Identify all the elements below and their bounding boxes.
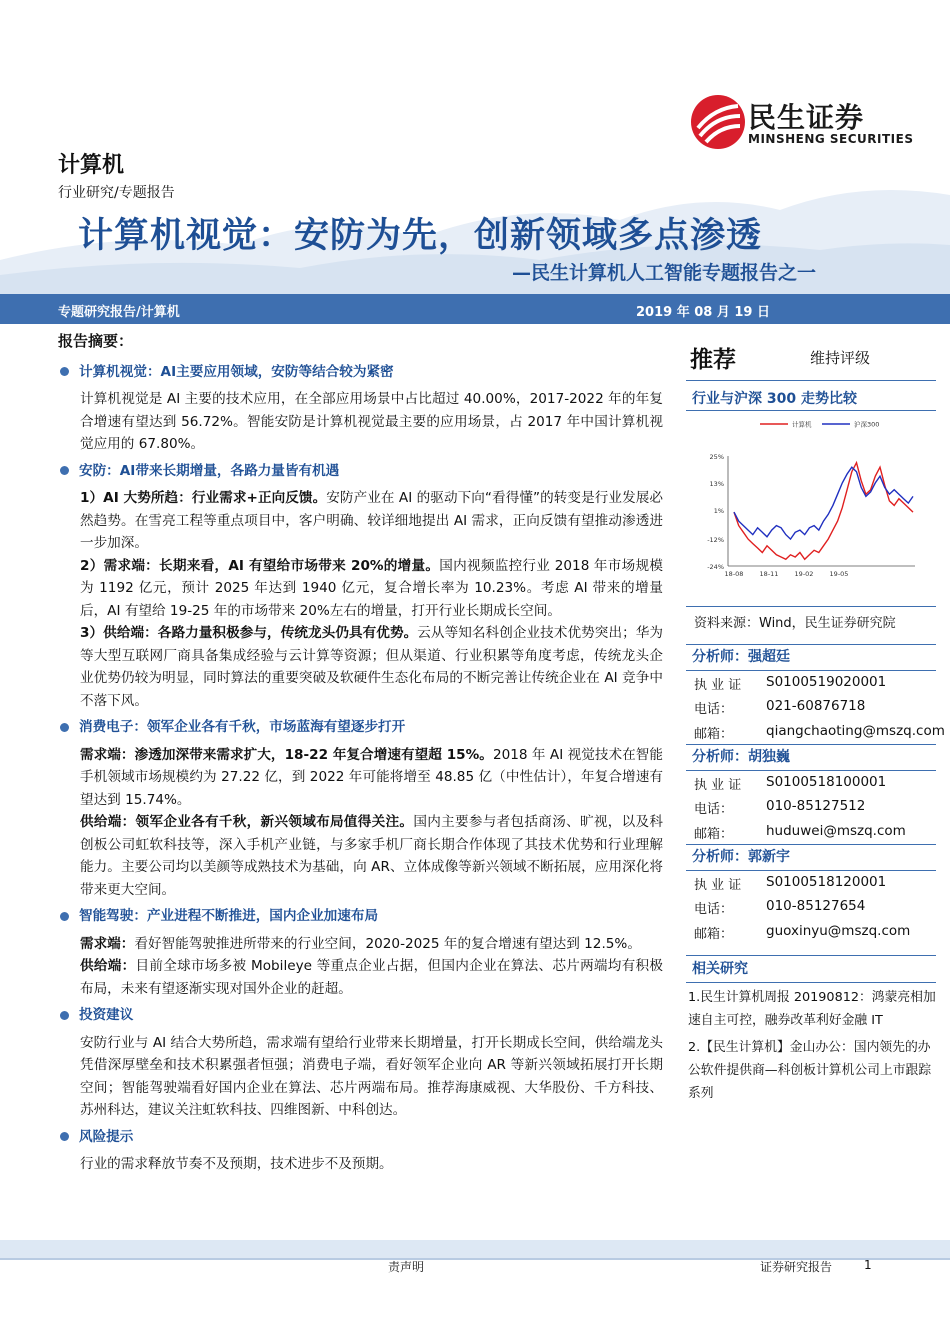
- footer-report-label: 证券研究报告: [760, 1260, 833, 1274]
- section-heading: 计算机视觉：AI主要应用领域，安防等结合较为紧密: [58, 361, 663, 384]
- related-title: 相关研究: [692, 961, 748, 977]
- y-tick-label: -12%: [707, 536, 724, 545]
- summary-label: 报告摘要：: [58, 332, 134, 350]
- section-text: 行业的需求释放节奏不及预期，技术进步不及预期。: [80, 1156, 393, 1172]
- bullet-icon: [60, 1132, 69, 1141]
- divider: [686, 644, 936, 645]
- divider: [686, 380, 936, 381]
- email-address[interactable]: qiangchaoting@mszq.com: [766, 723, 945, 739]
- email-address[interactable]: guoxinyu@mszq.com: [766, 923, 911, 939]
- section-text: 3）供给端：各路力量积极参与，传统龙头仍具有优势。云从等知名科创企业技术优势突出；华为等大型互联网厂商具备集成经验与云计算等资源；但从渠道、行业积累等角度考虑，传统龙头企业优势仍较为明显，同时算法的重要突破及软硬件生态化布局的不断完善让传统企业在 AI 竞争中不落下风。: [80, 625, 664, 709]
- section-text: 1）AI 大势所趋：行业需求+正向反馈。安防产业在 AI 的驱动下向“看得懂”的转变是行业发展必然趋势。在雪亮工程等重点项目中，客户明确、较详细地提出 AI 需求，正向反馈有望推动渗透进一步加深。: [80, 490, 663, 551]
- cert-label: 执 业 证: [694, 678, 742, 693]
- divider: [686, 982, 936, 983]
- legend-label: 沪深300: [854, 420, 880, 429]
- series-line-hs300: [734, 467, 913, 539]
- bullet-icon: [60, 1011, 69, 1020]
- x-tick-label: 18-11: [759, 570, 779, 578]
- bullet-icon: [60, 912, 69, 921]
- phone-number: 010-85127654: [766, 898, 866, 914]
- phone-number: 010-85127512: [766, 798, 866, 814]
- y-tick-label: -24%: [707, 563, 724, 571]
- footer-band: [0, 1240, 950, 1258]
- section-heading: 投资建议: [58, 1004, 663, 1027]
- report-subtitle: —民生计算机人工智能专题报告之一: [512, 262, 817, 284]
- logo-name-en: MINSHENG SECURITIES: [748, 132, 914, 146]
- section-text: 2）需求端：长期来看，AI 有望给市场带来 20%的增量。国内视频监控行业 2018 年市场规模为 1192 亿元，预计 2025 年达到 1940 亿元，复合增长率为 10.23%。考虑 AI 带来的增量后，AI 有望给 19-25 年的市场带来 20%左右的增量，打开行业长期成长空间。: [80, 557, 663, 619]
- section-heading: 安防：AI带来长期增量，各路力量皆有机遇: [58, 460, 663, 483]
- cert-number: S0100519020001: [766, 674, 887, 690]
- x-tick-label: 19-02: [794, 570, 814, 578]
- section-text: 需求端：看好智能驾驶推进所带来的行业空间，2020-2025 年的复合增速有望达到 12.5%。: [80, 935, 641, 952]
- email-address[interactable]: huduwei@mszq.com: [766, 823, 906, 839]
- report-category: 专题研究报告/计算机: [58, 305, 180, 320]
- bullet-icon: [60, 466, 69, 475]
- rating-note: 维持评级: [810, 349, 871, 367]
- section-heading: 消费电子：领军企业各有千秋，市场蓝海有望逐步打开: [58, 716, 663, 739]
- related-item[interactable]: 2.【民生计算机】金山办公：国内领先的办公软件提供商—科创板计算机公司上市跟踪系列: [688, 1040, 932, 1101]
- y-tick-label: 25%: [709, 453, 724, 461]
- divider: [686, 670, 936, 671]
- summary-column: [58, 330, 663, 1176]
- legend-label: 计算机: [792, 420, 812, 429]
- report-type: 行业研究/专题报告: [58, 185, 175, 201]
- x-tick-label: 19-05: [829, 570, 849, 578]
- related-item[interactable]: 1.民生计算机周报 20190812：鸿蒙亮相加速自主可控，融券改革利好金融 IT: [688, 990, 936, 1028]
- email-label: 邮箱：: [694, 927, 734, 942]
- chart-title: 行业与沪深 300 走势比较: [692, 391, 857, 407]
- trend-chart: [690, 414, 936, 584]
- rating: 推荐: [690, 347, 736, 373]
- phone-label: 电话：: [694, 802, 734, 817]
- analyst-name: 分析师：胡独巍: [692, 749, 790, 765]
- divider: [686, 770, 936, 771]
- cert-number: S0100518100001: [766, 774, 887, 790]
- analyst-name: 分析师：郭新宇: [692, 849, 790, 865]
- section-heading: 智能驾驶：产业进程不断推进，国内企业加速布局: [58, 905, 663, 928]
- cert-number: S0100518120001: [766, 874, 887, 890]
- report-title: 计算机视觉：安防为先，创新领域多点渗透: [78, 216, 763, 256]
- y-tick-label: 1%: [713, 506, 724, 515]
- analyst-name: 分析师：强超廷: [692, 649, 790, 665]
- section-text: 计算机视觉是 AI 主要的技术应用，在全部应用场景中占比超过 40.00%，2017-2022 年的年复合增速有望达到 56.72%。智能安防是计算机视觉最主要的应用场景，占 2017 年中国计算机视觉应用的 67.80%。: [80, 391, 663, 452]
- section-text: 供给端：目前全球市场多被 Mobileye 等重点企业占据，但国内企业在算法、芯片两端均有积极布局，未来有望逐渐实现对国外企业的赶超。: [80, 958, 663, 997]
- divider: [686, 744, 936, 745]
- phone-number: 021-60876718: [766, 698, 866, 714]
- bullet-icon: [60, 723, 69, 732]
- divider: [686, 410, 936, 411]
- divider: [686, 606, 936, 607]
- bullet-icon: [60, 367, 69, 376]
- industry-label: 计算机: [58, 153, 125, 178]
- phone-label: 电话：: [694, 902, 734, 917]
- section-text: 需求端：渗透加深带来需求扩大，18-22 年复合增速有望超 15%。2018 年 AI 视觉技术在智能手机领域市场规模约为 27.22 亿，到 2022 年可能将增至 48.85 亿（中性估计），年复合增速有望达到 15.74%。: [80, 746, 663, 808]
- page-number: 1: [864, 1258, 872, 1272]
- x-tick-label: 18-08: [724, 570, 744, 578]
- divider: [686, 870, 936, 871]
- section-heading: 风险提示: [58, 1126, 663, 1149]
- section-text: 供给端：领军企业各有千秋，新兴领域布局值得关注。国内主要参与者包括商汤、旷视，以及科创板公司虹软科技等，深入手机产业链，与多家手机厂商长期合作体现了其技术优势和行业理解能力。主要公司均以美颜等成熟技术为基础，向 AR、立体成像等新兴领域不断拓展，应用深化将带来更大空间。: [80, 814, 664, 898]
- phone-label: 电话：: [694, 702, 734, 717]
- disclaimer-link[interactable]: 责声明: [388, 1260, 425, 1274]
- logo-name-cn: 民生证券: [748, 101, 865, 134]
- y-tick-label: 13%: [709, 479, 724, 488]
- section-text: 安防行业与 AI 结合大势所趋，需求端有望给行业带来长期增量，打开长期成长空间，供给端龙头凭借深厚壁垒和技术积累强者恒强；消费电子端，看好领军企业向 AR 等新兴领域拓展打开长期空间；智能驾驶端看好国内企业在算法、芯片两端布局。推荐海康威视、大华股份、千方科技、苏州科达，建议关注虹软科技、四维图新、中科创达。: [80, 1034, 663, 1118]
- divider: [686, 844, 936, 845]
- cert-label: 执 业 证: [694, 778, 742, 793]
- email-label: 邮箱：: [694, 827, 734, 842]
- minsheng-logo-icon: [690, 94, 746, 150]
- series-line-computer: [734, 463, 913, 560]
- cert-label: 执 业 证: [694, 878, 742, 893]
- divider: [686, 955, 936, 956]
- chart-source: 资料来源：Wind，民生证券研究院: [694, 616, 896, 631]
- report-date: 2019 年 08 月 19 日: [636, 305, 770, 320]
- email-label: 邮箱：: [694, 727, 734, 742]
